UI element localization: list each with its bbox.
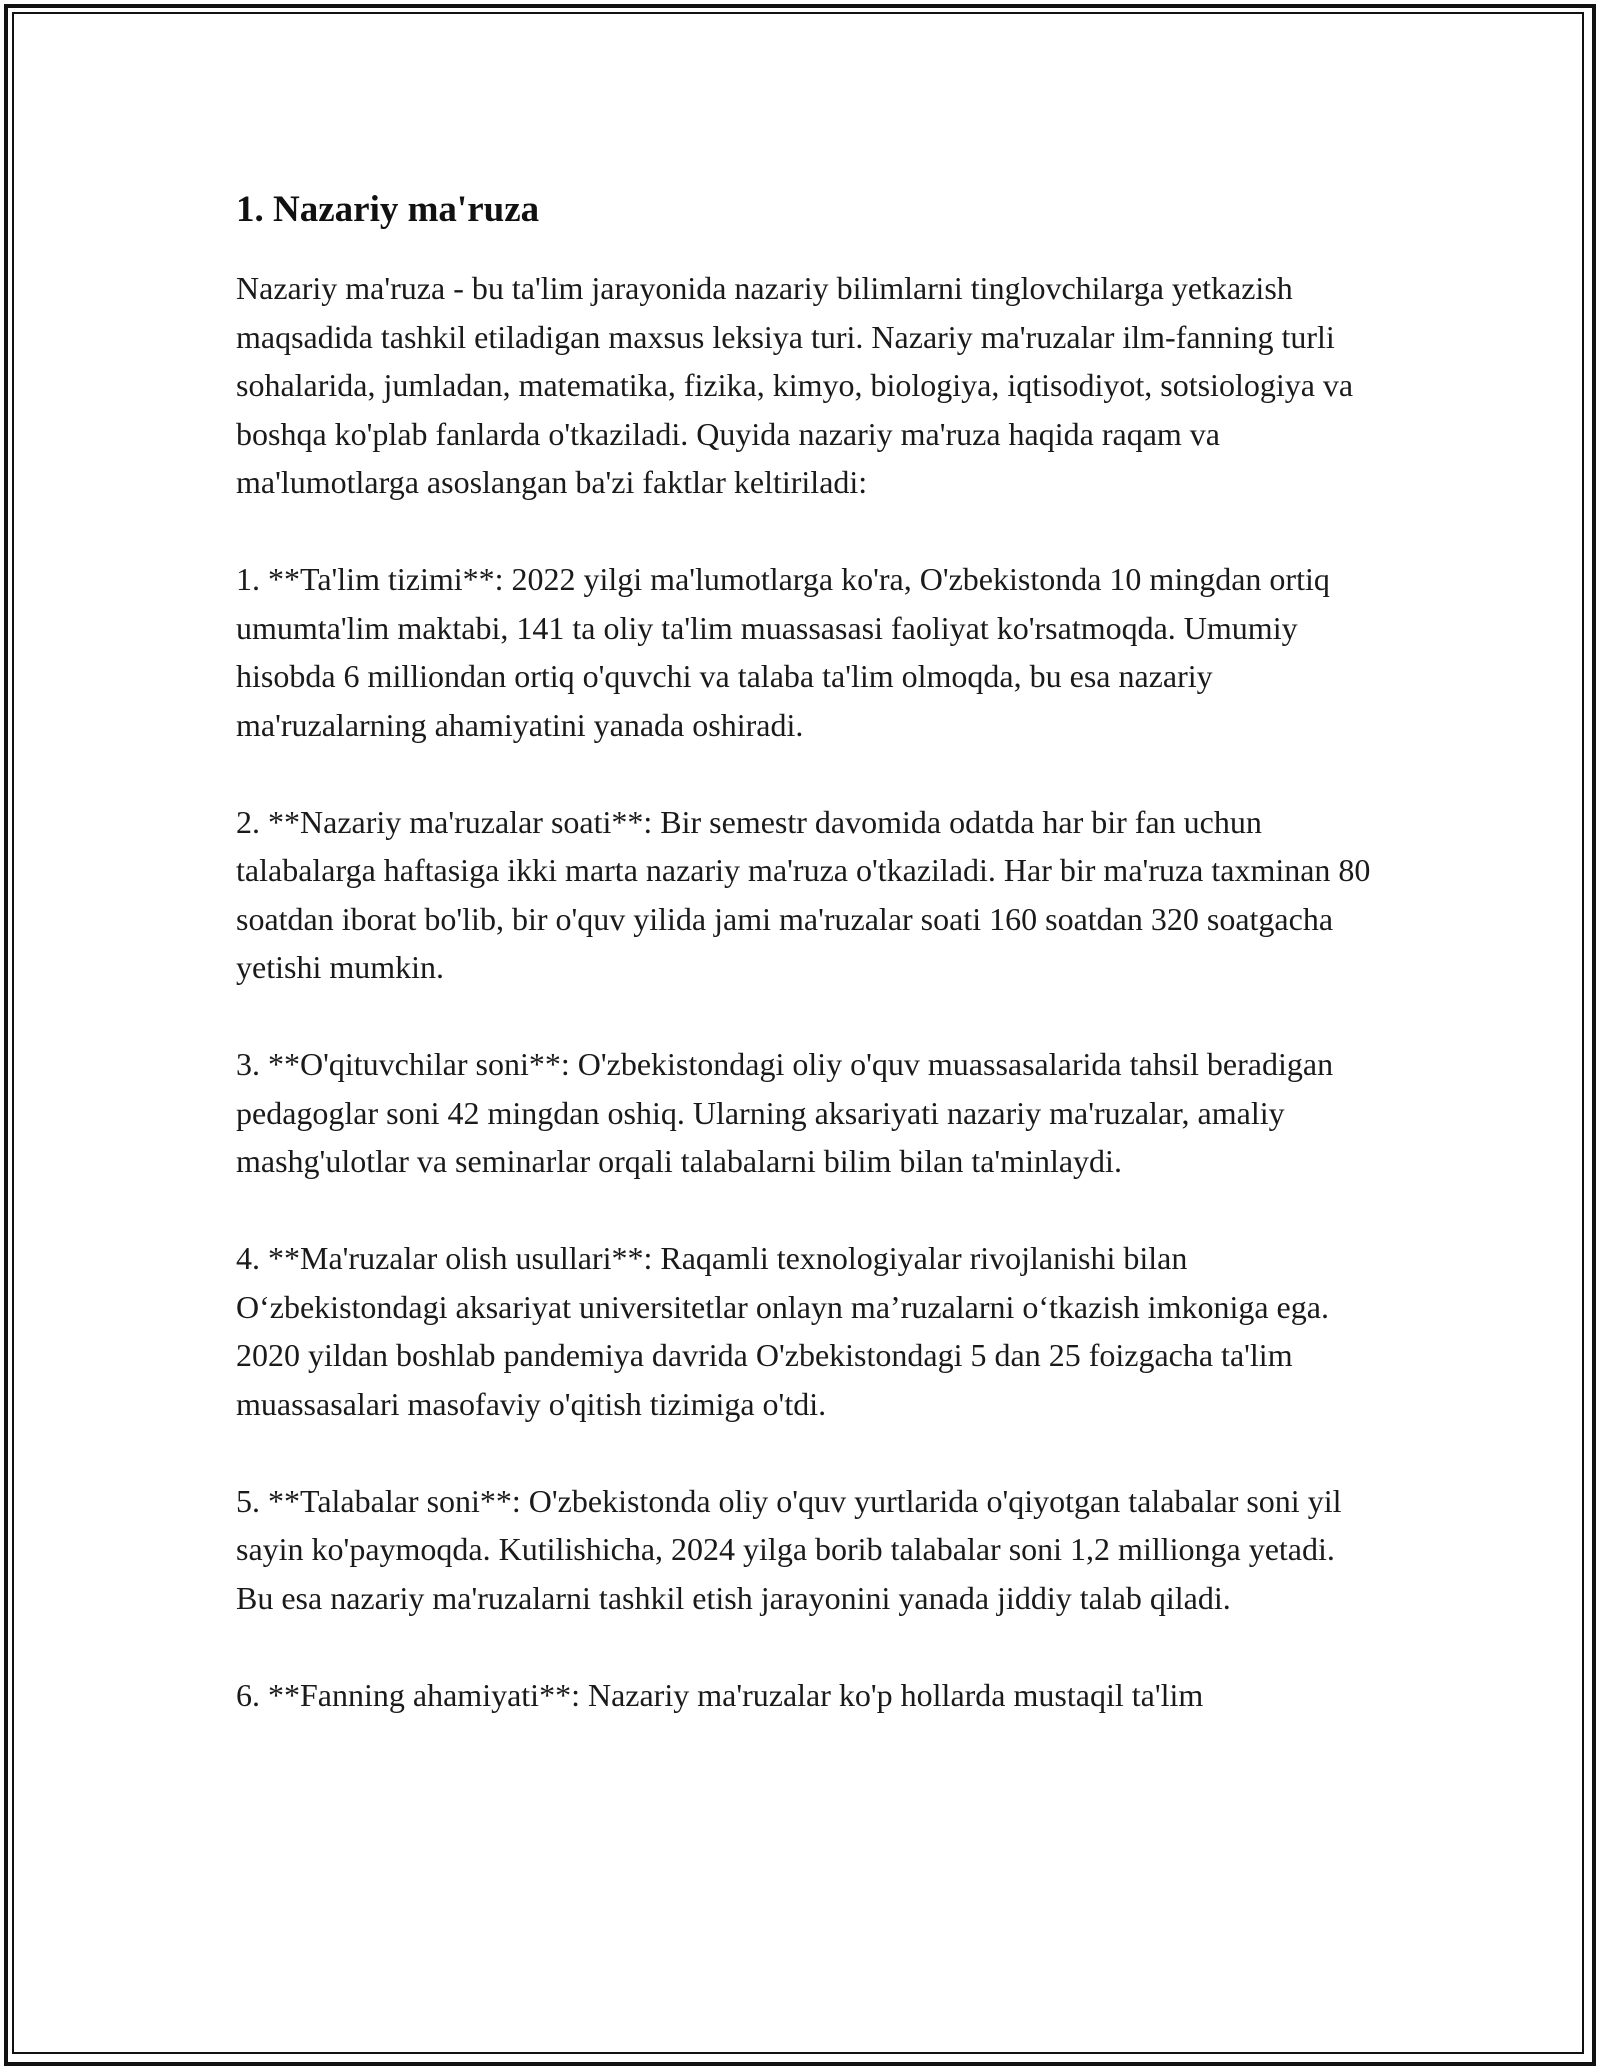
list-item-fanning-ahamiyati: 6. **Fanning ahamiyati**: Nazariy ma'ruzalar ko'p hollarda mustaqil ta'lim [236,1676,1204,1713]
list-item-maruzalar-soati: 2. **Nazariy ma'ruzalar soati**: Bir semestr davomida odatda har bir fan uchun talabalarga haftasiga ikki marta nazariy ma'ruza o'tkaziladi. Har bir ma'ruza taxminan 80 soatdan iborat bo'lib, bir o'quv yilida jami ma'ruzalar soati 160 soatdan 320 soatgacha yetishi mumkin. [236,803,1371,985]
list-item-maruzalar-olish-usullari: 4. **Ma'ruzalar olish usullari**: Raqamli texnologiyalar rivojlanishi bilan O‘zbekistondagi aksariyat universitetlar onlayn ma’ruzalarni o‘tkazish imkoniga ega. 2020 yildan boshlab pandemiya davrida O'zbekistondagi 5 dan 25 foizgacha ta'lim muassasalari masofaviy o'qitish tizimiga o'tdi. [236,1240,1329,1422]
list-item-talabalar-soni: 5. **Talabalar soni**: O'zbekistonda oliy o'quv yurtlarida o'qiyotgan talabalar soni yil sayin ko'paymoqda. Kutilishicha, 2024 yilga borib talabalar soni 1,2 millionga yetadi. Bu esa nazariy ma'ruzalarni tashkil etish jarayonini yanada jiddiy talab qiladi. [236,1482,1342,1616]
list-item-talim-tizimi: 1. **Ta'lim tizimi**: 2022 yilgi ma'lumotlarga ko'ra, O'zbekistonda 10 mingdan ortiq umumta'lim maktabi, 141 ta oliy ta'lim muassasasi faoliyat ko'rsatmoqda. Umumiy hisobda 6 milliondan ortiq o'quvchi va talaba ta'lim olmoqda, bu esa nazariy ma'ruzalarning ahamiyatini yanada oshiradi. [236,561,1330,743]
list-item-oqituvchilar-soni: 3. **O'qituvchilar soni**: O'zbekistondagi oliy o'quv muassasalarida tahsil beradigan pedagoglar soni 42 mingdan oshiq. Ularning aksariyati nazariy ma'ruzalar, amaliy mashg'ulotlar va seminarlar orqali talabalarni bilim bilan ta'minlaydi. [236,1046,1334,1179]
document-body [236,186,1376,1768]
section-title: 1. Nazariy ma'ruza [236,189,540,230]
intro-paragraph: Nazariy ma'ruza - bu ta'lim jarayonida nazariy bilimlarni tinglovchilarga yetkazish maqsadida tashkil etiladigan maxsus leksiya turi. Nazariy ma'ruzalar ilm-fanning turli sohalarida, jumladan, matematika, fizika, kimyo, biologiya, iqtisodiyot, sotsiologiya va boshqa ko'plab fanlarda o'tkaziladi. Quyida nazariy ma'ruza haqida raqam va ma'lumotlarga asoslangan ba'zi faktlar keltiriladi: [236,270,1354,500]
